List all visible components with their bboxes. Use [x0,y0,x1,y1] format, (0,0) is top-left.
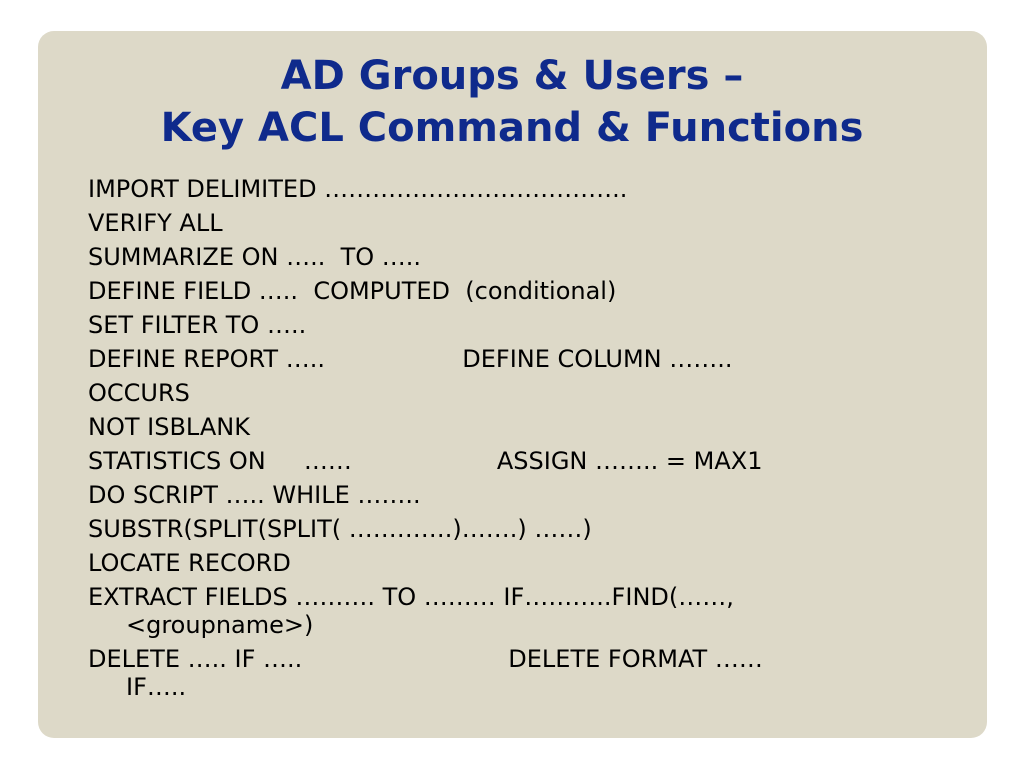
list-item-continuation: IF….. [126,673,187,701]
title-line-1: AD Groups & Users – [280,53,744,99]
list-item: DELETE ….. IF ….. DELETE FORMAT …… [88,645,763,673]
list-item: OCCURS [88,379,190,407]
list-item: NOT ISBLANK [88,413,250,441]
list-item: SET FILTER TO ….. [88,311,307,339]
list-item: SUMMARIZE ON ….. TO ….. [88,243,422,271]
list-item: IMPORT DELIMITED ……………………………….. [88,175,628,203]
slide-title [0,50,1024,154]
list-item-continuation: <groupname>) [126,611,314,639]
title-line-2: Key ACL Command & Functions [160,105,864,151]
list-item: STATISTICS ON …… ASSIGN …….. = MAX1 [88,447,763,475]
list-item: EXTRACT FIELDS ………. TO ……… IF………..FIND(……, [88,583,734,611]
list-item: VERIFY ALL [88,209,223,237]
list-item: LOCATE RECORD [88,549,291,577]
list-item: DEFINE REPORT ….. DEFINE COLUMN …….. [88,345,733,373]
list-item: DO SCRIPT ….. WHILE …….. [88,481,421,509]
list-item: SUBSTR(SPLIT(SPLIT( ………….)…….) ……) [88,515,592,543]
list-item: DEFINE FIELD ….. COMPUTED (conditional) [88,277,617,305]
